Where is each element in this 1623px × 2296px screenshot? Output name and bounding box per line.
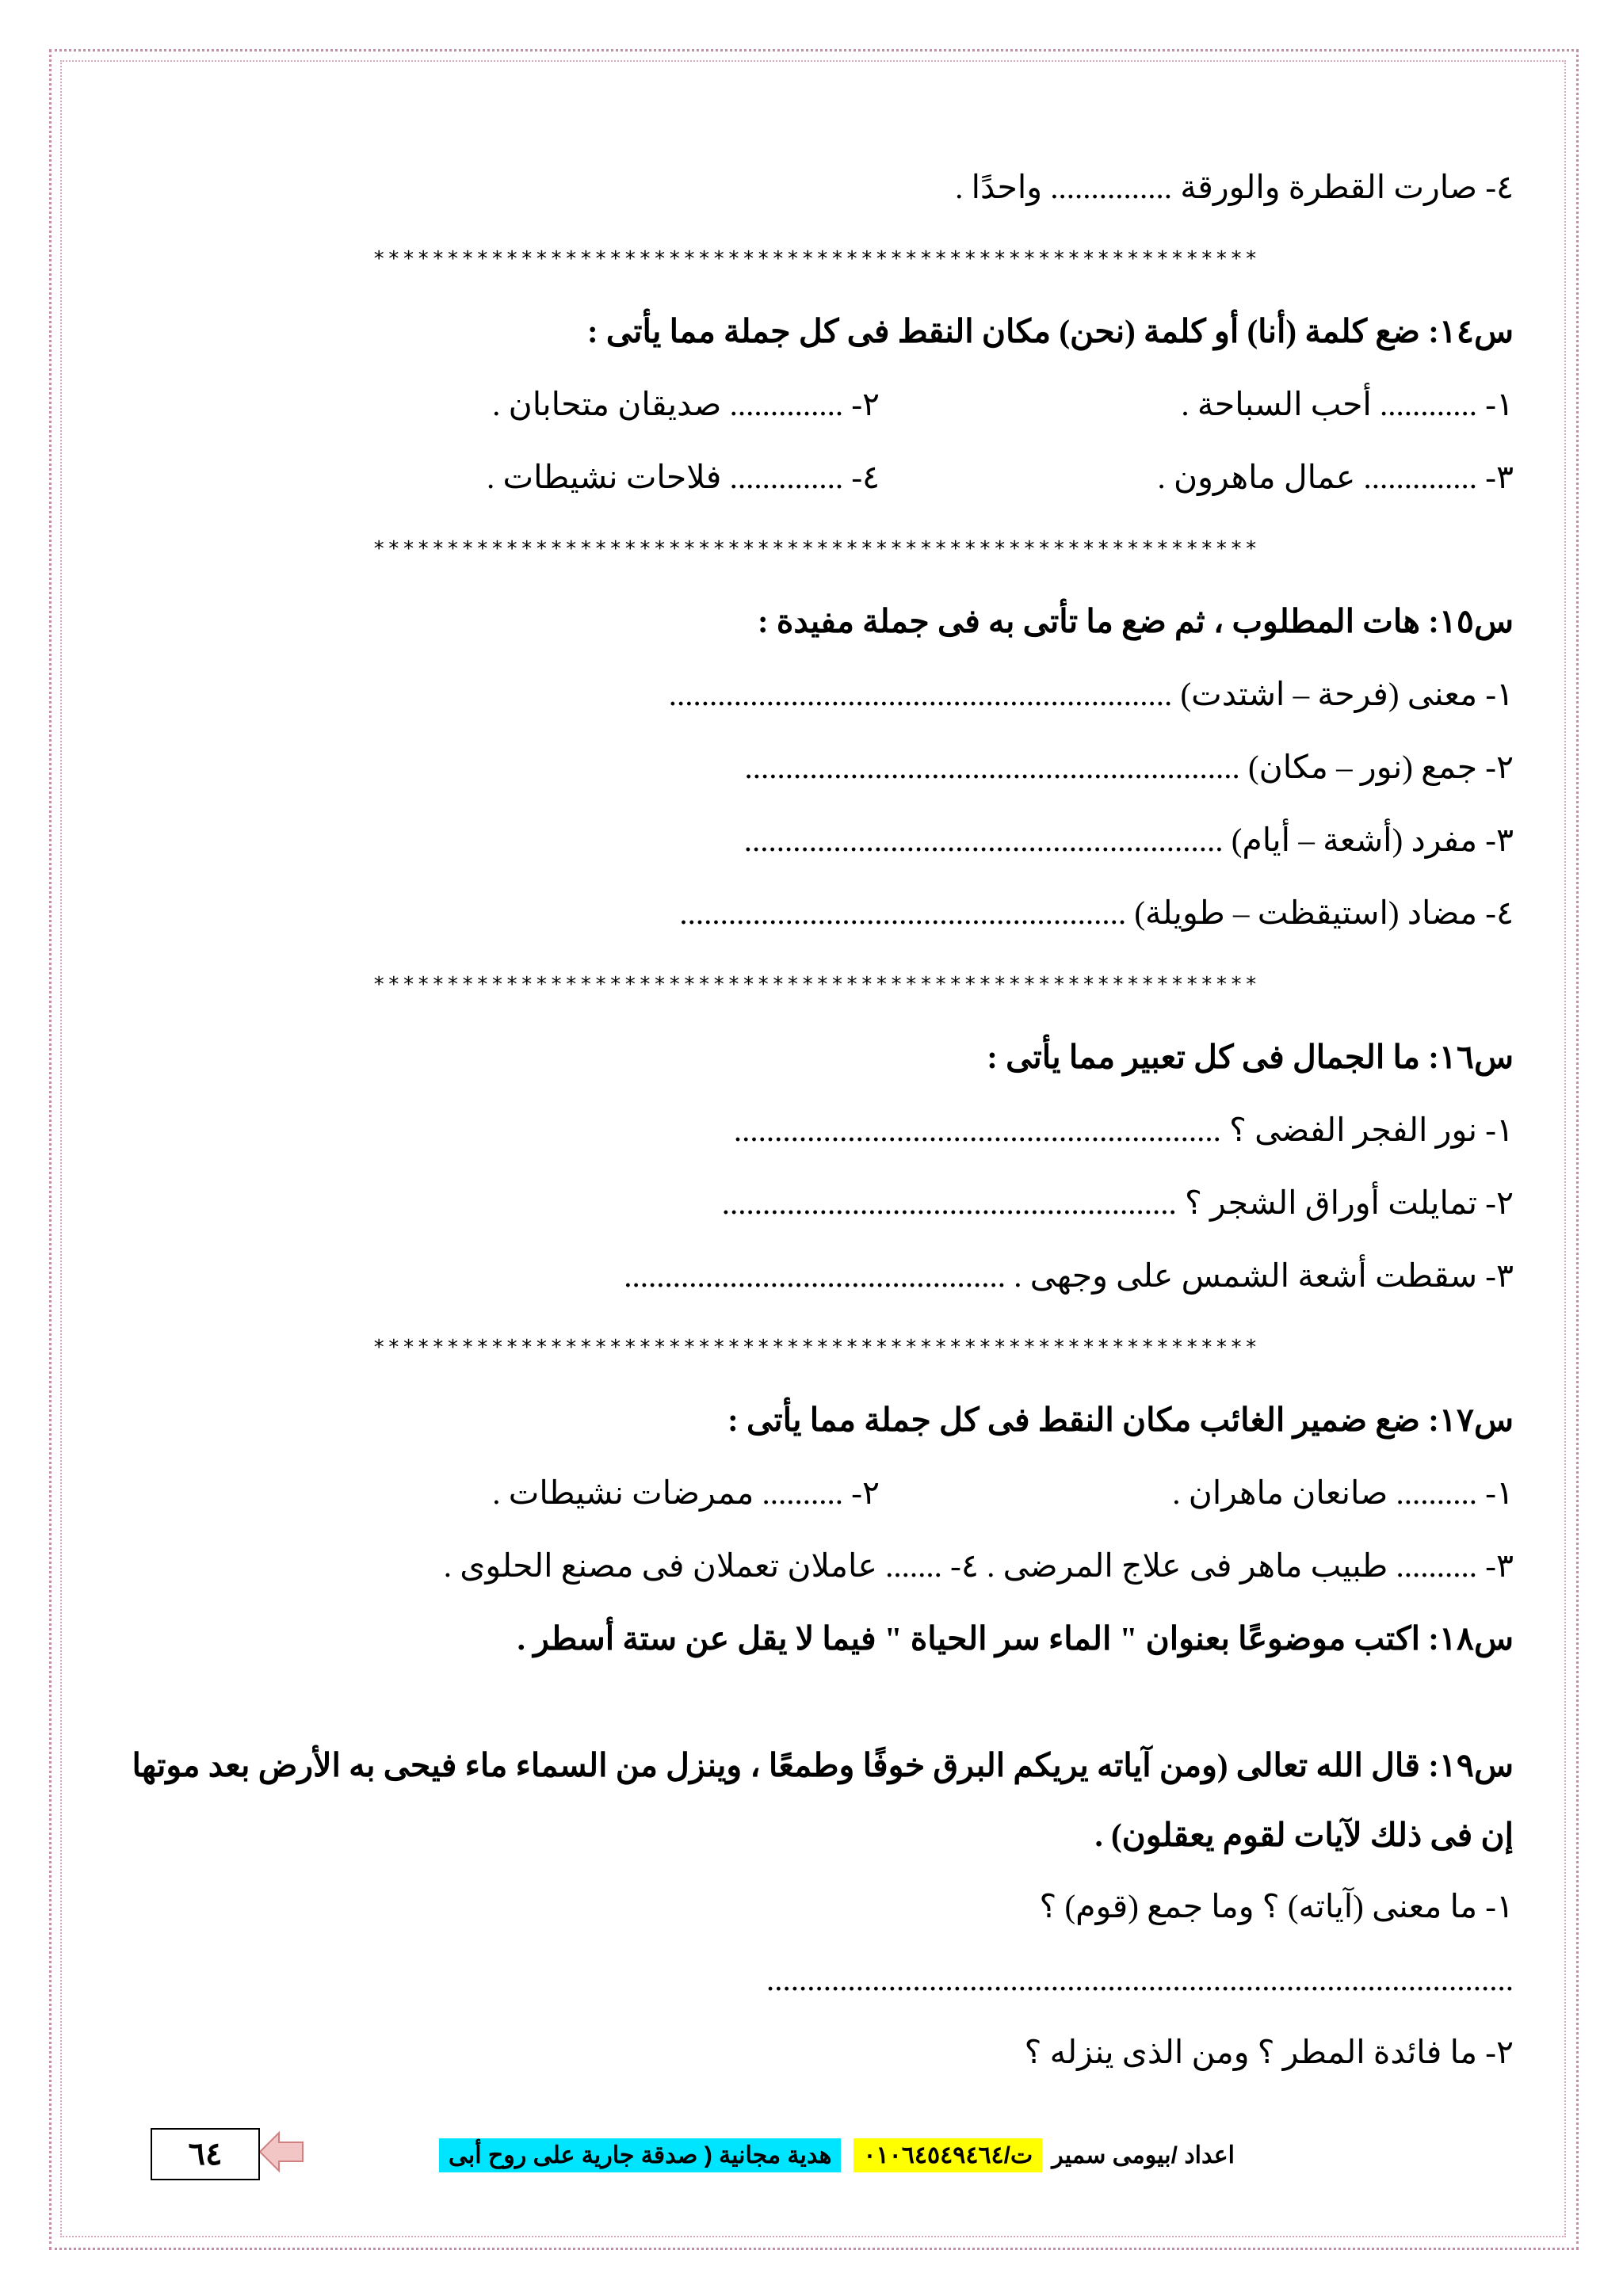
q15-item-2: ٢- جمع (نور – مكان) .............................................................	[744, 749, 1514, 785]
question-15: س١٥: هات المطلوب ، ثم ضع ما تأتى به فى جملة مفيدة :	[757, 603, 1514, 639]
footer-phone: ت/٠١٠٦٤٥٤٩٤٦٤	[854, 2138, 1042, 2172]
question-16: س١٦: ما الجمال فى كل تعبير مما يأتى :	[987, 1039, 1514, 1075]
question-17-row-1	[119, 1456, 1514, 1529]
footer	[151, 2130, 1244, 2180]
q17-item-1: ١- .......... صانعان ماهران .	[1172, 1474, 1514, 1511]
q14-item-3: ٣- .............. عمال ماهرون .	[1157, 459, 1514, 495]
separator: ************************************************************	[372, 247, 1260, 271]
q15-item-1: ١- معنى (فرحة – اشتدت) ..............................................................	[668, 676, 1514, 712]
q15-item-3: ٣- مفرد (أشعة – أيام) ...........................................................	[743, 822, 1514, 858]
q16-item-1: ١- نور الفجر الفضى ؟ ............................................................	[733, 1112, 1514, 1148]
spacer	[119, 1675, 1514, 1730]
q19-item-1: ١- ما معنى (آياته) ؟ وما جمع (قوم) ؟	[1039, 1888, 1514, 1924]
separator: ************************************************************	[372, 973, 1260, 997]
question-17: س١٧: ضع ضمير الغائب مكان النقط فى كل جملة مما يأتى :	[727, 1402, 1514, 1438]
separator: ************************************************************	[372, 537, 1260, 561]
question-14-row-1	[119, 368, 1514, 441]
q16-item-3: ٣- سقطت أشعة الشمس على وجهى . ...............................................	[624, 1257, 1514, 1294]
separator: ************************************************************	[372, 1336, 1260, 1360]
question-14-row-2	[119, 441, 1514, 513]
question-19: س١٩: قال الله تعالى (ومن آياته يريكم البرق خوفًا وطمعًا ، وينزل من السماء ماء فيحى به الأرض بعد موتها إن فى ذلك لآيات لقوم يعقلون) .	[132, 1747, 1514, 1853]
q17-items-3-4: ٣- .......... طبيب ماهر فى علاج المرضى . ٤- ....... عاملان تعملان فى مصنع الحلوى .	[443, 1547, 1514, 1584]
worksheet-content	[119, 151, 1514, 2088]
question-18: س١٨: اكتب موضوعًا بعنوان " الماء سر الحياة " فيما لا يقل عن ستة أسطر .	[517, 1620, 1514, 1657]
q19-item-2: ٢- ما فائدة المطر ؟ ومن الذى ينزله ؟	[1024, 2034, 1514, 2070]
item-4: ٤- صارت القطرة والورقة ............... واحدًا .	[955, 169, 1514, 205]
q16-item-2: ٢- تمايلت أوراق الشجر ؟ ........................................................	[721, 1184, 1514, 1221]
footer-author: اعداد /بيومى سمير	[1052, 2142, 1235, 2168]
arrow-icon	[258, 2130, 304, 2174]
q19-answer-dots: ............................................................................................	[766, 1961, 1514, 1997]
q14-item-4: ٤- .............. فلاحات نشيطات .	[486, 459, 880, 495]
question-14: س١٤: ضع كلمة (أنا) أو كلمة (نحن) مكان النقط فى كل جملة مما يأتى :	[587, 313, 1514, 349]
page-number: ٦٤	[151, 2128, 260, 2180]
q17-item-2: ٢- .......... ممرضات نشيطات .	[492, 1474, 880, 1511]
footer-gift: هدية مجانية ( صدقة جارية على روح أبى	[439, 2138, 842, 2172]
q14-item-2: ٢- .............. صديقان متحابان .	[492, 386, 880, 422]
q14-item-1: ١- ............ أحب السباحة .	[1181, 386, 1514, 422]
q15-item-4: ٤- مضاد (استيقظت – طويلة) .......................................................	[679, 894, 1514, 931]
